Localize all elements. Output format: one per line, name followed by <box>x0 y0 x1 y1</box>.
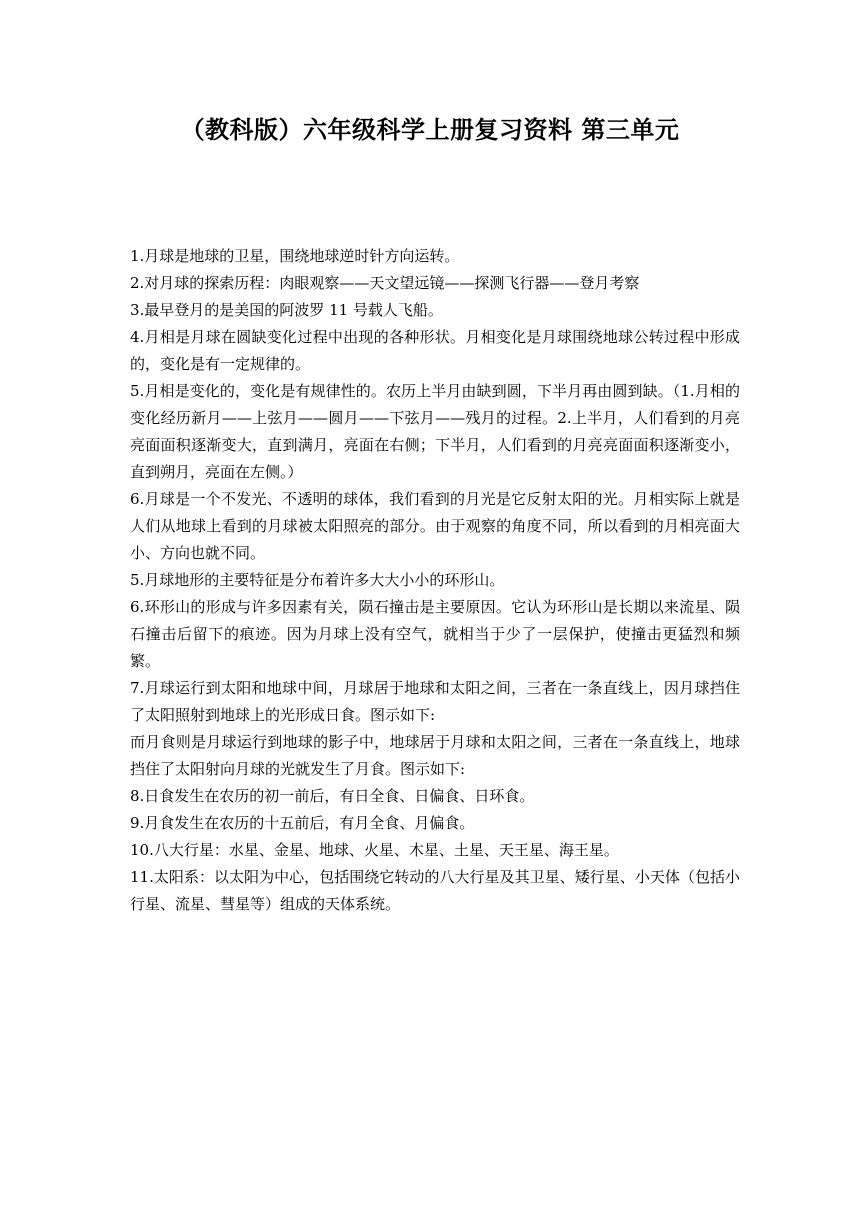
document-title: （教科版）六年级科学上册复习资料 第三单元 <box>180 116 680 144</box>
paragraph-6: 6.月球是一个不发光、不透明的球体，我们看到的月光是它反射太阳的光。月相实际上就是人们从地球上看到的月球被太阳照亮的部分。由于观察的角度不同，所以看到的月相亮面大小、方向也就不同。 <box>130 490 740 562</box>
paragraph-7: 5.月球地形的主要特征是分布着许多大大小小的环形山。 <box>130 571 505 589</box>
paragraph-1: 1.月球是地球的卫星，围绕地球逆时针方向运转。 <box>130 247 460 265</box>
paragraph-4: 4.月相是月球在圆缺变化过程中出现的各种形状。月相变化是月球围绕地球公转过程中形成的，变化是有一定规律的。 <box>130 328 740 373</box>
document-body <box>130 243 740 918</box>
paragraph-14: 11.太阳系：以太阳为中心，包括围绕它转动的八大行星及其卫星、矮行星、小天体（包括小行星、流星、彗星等）组成的天体系统。 <box>130 868 740 913</box>
paragraph-8: 6.环形山的形成与许多因素有关，陨石撞击是主要原因。它认为环形山是长期以来流星、陨石撞击后留下的痕迹。因为月球上没有空气，就相当于少了一层保护，使撞击更猛烈和频繁。 <box>130 598 740 670</box>
paragraph-9: 7.月球运行到太阳和地球中间，月球居于地球和太阳之间，三者在一条直线上，因月球挡住了太阳照射到地球上的光形成日食。图示如下: <box>130 679 740 724</box>
paragraph-5: 5.月相是变化的，变化是有规律性的。农历上半月由缺到圆，下半月再由圆到缺。（1.月相的变化经历新月——上弦月——圆月——下弦月——残月的过程。2.上半月，人们看到的月亮亮面面积逐渐变大，直到满月，亮面在右侧；下半月，人们看到的月亮亮面面积逐渐变小，直到朔月，亮面在左侧。） <box>130 382 740 481</box>
paragraph-3: 3.最早登月的是美国的阿波罗 11 号载人飞船。 <box>130 301 443 319</box>
paragraph-2: 2.对月球的探索历程：肉眼观察——天文望远镜——探测飞行器——登月考察 <box>130 274 640 292</box>
paragraph-12: 9.月食发生在农历的十五前后，有月全食、月偏食。 <box>130 814 475 832</box>
paragraph-13: 10.八大行星：水星、金星、地球、火星、木星、土星、天王星、海王星。 <box>130 841 619 859</box>
paragraph-11: 8.日食发生在农历的初一前后，有日全食、日偏食、日环食。 <box>130 787 535 805</box>
paragraph-10: 而月食则是月球运行到地球的影子中，地球居于月球和太阳之间，三者在一条直线上，地球挡住了太阳射向月球的光就发生了月食。图示如下: <box>130 733 740 778</box>
